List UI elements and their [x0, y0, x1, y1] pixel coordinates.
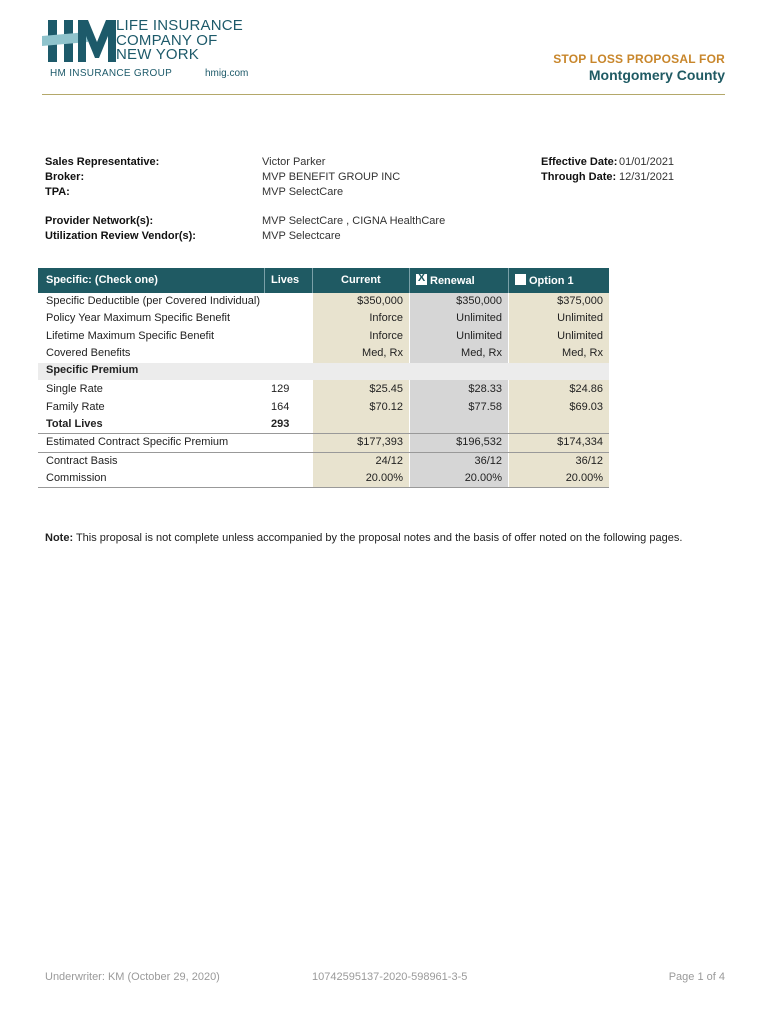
- hm-logo-icon: [42, 18, 117, 66]
- header-current: Current: [341, 274, 381, 286]
- through-date-value: 12/31/2021: [619, 171, 675, 183]
- header-lives: Lives: [271, 274, 300, 286]
- footer-page-number: Page 1 of 4: [668, 971, 725, 983]
- header-option: [515, 274, 574, 287]
- renewal-checkbox[interactable]: [416, 274, 427, 285]
- urv-label: Utilization Review Vendor(s):: [45, 230, 196, 242]
- header-divider: [42, 94, 725, 95]
- section-title: Specific Premium: [46, 364, 139, 376]
- cell-current: $350,000: [357, 295, 403, 307]
- checkbox-checked-mark: X: [417, 272, 426, 284]
- header-separator: [312, 268, 313, 293]
- cell-current: 24/12: [375, 455, 403, 467]
- cell-renewal: Med, Rx: [461, 347, 502, 359]
- tpa-value: MVP SelectCare: [262, 186, 344, 198]
- header-separator: [264, 268, 265, 293]
- cell-lives: 129: [271, 383, 290, 395]
- total-lives-value: 293: [271, 418, 290, 430]
- provider-network-value: MVP SelectCare , CIGNA HealthCare: [262, 215, 446, 227]
- logo-line-3: NEW YORK: [116, 46, 200, 63]
- header-option-label: Option 1: [529, 275, 574, 287]
- row-label: Family Rate: [46, 401, 105, 413]
- cell-option: Unlimited: [557, 312, 603, 324]
- header-specific: Specific: (Check one): [46, 274, 158, 286]
- effective-date-label: Effective Date:: [541, 156, 618, 168]
- cell-current: Med, Rx: [362, 347, 403, 359]
- provider-network-label: Provider Network(s):: [45, 215, 154, 227]
- cell-lives: 164: [271, 401, 290, 413]
- cell-renewal: $196,532: [456, 436, 502, 448]
- proposal-note: [45, 532, 682, 544]
- effective-date-value: 01/01/2021: [619, 156, 675, 168]
- cell-renewal: Unlimited: [456, 330, 502, 342]
- footer-doc-id: 10742595137-2020-598961-3-5: [312, 971, 468, 983]
- cell-renewal: $350,000: [456, 295, 502, 307]
- cell-renewal: 36/12: [474, 455, 502, 467]
- proposal-for-label: STOP LOSS PROPOSAL FOR: [553, 52, 725, 66]
- through-date-label: Through Date:: [541, 171, 617, 183]
- broker-label: Broker:: [45, 171, 85, 183]
- table-header: [38, 268, 609, 293]
- table-rule: [38, 433, 609, 434]
- row-label: Lifetime Maximum Specific Benefit: [46, 330, 215, 342]
- cell-renewal: Unlimited: [456, 312, 502, 324]
- cell-current: $25.45: [369, 383, 403, 395]
- cell-option: $174,334: [557, 436, 603, 448]
- cell-option: 36/12: [575, 455, 603, 467]
- table-rule: [38, 452, 609, 453]
- cell-current: Inforce: [369, 330, 403, 342]
- cell-current: $177,393: [357, 436, 403, 448]
- logo-line-2: COMPANY OF: [116, 32, 218, 49]
- client-name: Montgomery County: [588, 67, 725, 83]
- cell-renewal: $28.33: [468, 383, 502, 395]
- cell-current: Inforce: [369, 312, 403, 324]
- row-label: Contract Basis: [46, 455, 118, 467]
- tpa-label: TPA:: [45, 186, 70, 198]
- table-bottom-rule: [38, 487, 609, 488]
- cell-renewal: 20.00%: [464, 472, 502, 484]
- row-label: Estimated Contract Specific Premium: [46, 436, 229, 448]
- logo-group-name: HM INSURANCE GROUP: [50, 68, 173, 79]
- row-label: Covered Benefits: [46, 347, 131, 359]
- sales-rep-label: Sales Representative:: [45, 156, 160, 168]
- row-label: Policy Year Maximum Specific Benefit: [46, 312, 231, 324]
- option-checkbox[interactable]: [515, 274, 526, 285]
- header-renewal-label: Renewal: [430, 275, 475, 287]
- cell-renewal: $77.58: [468, 401, 502, 413]
- total-lives-label: Total Lives: [46, 418, 103, 430]
- sales-rep-value: Victor Parker: [262, 156, 326, 168]
- cell-option: 20.00%: [565, 472, 603, 484]
- cell-current: $70.12: [369, 401, 403, 413]
- row-label: Single Rate: [46, 383, 103, 395]
- logo-website: hmig.com: [205, 68, 249, 79]
- cell-current: 20.00%: [365, 472, 403, 484]
- logo-line-1: LIFE INSURANCE: [116, 17, 243, 34]
- broker-value: MVP BENEFIT GROUP INC: [262, 171, 401, 183]
- row-label: Commission: [46, 472, 107, 484]
- footer-underwriter: Underwriter: KM (October 29, 2020): [45, 971, 220, 983]
- urv-value: MVP Selectcare: [262, 230, 341, 242]
- cell-option: $375,000: [557, 295, 603, 307]
- cell-option: $24.86: [569, 383, 603, 395]
- header-separator: [508, 268, 509, 293]
- cell-option: Med, Rx: [562, 347, 603, 359]
- header-separator: [409, 268, 410, 293]
- header-renewal: [416, 274, 475, 287]
- row-label: Specific Deductible (per Covered Individual): [46, 295, 260, 307]
- note-label: Note:: [45, 532, 74, 544]
- cell-option: $69.03: [569, 401, 603, 413]
- cell-option: Unlimited: [557, 330, 603, 342]
- note-text: This proposal is not complete unless accompanied by the proposal notes and the basis of offer noted on the following pages.: [73, 532, 683, 544]
